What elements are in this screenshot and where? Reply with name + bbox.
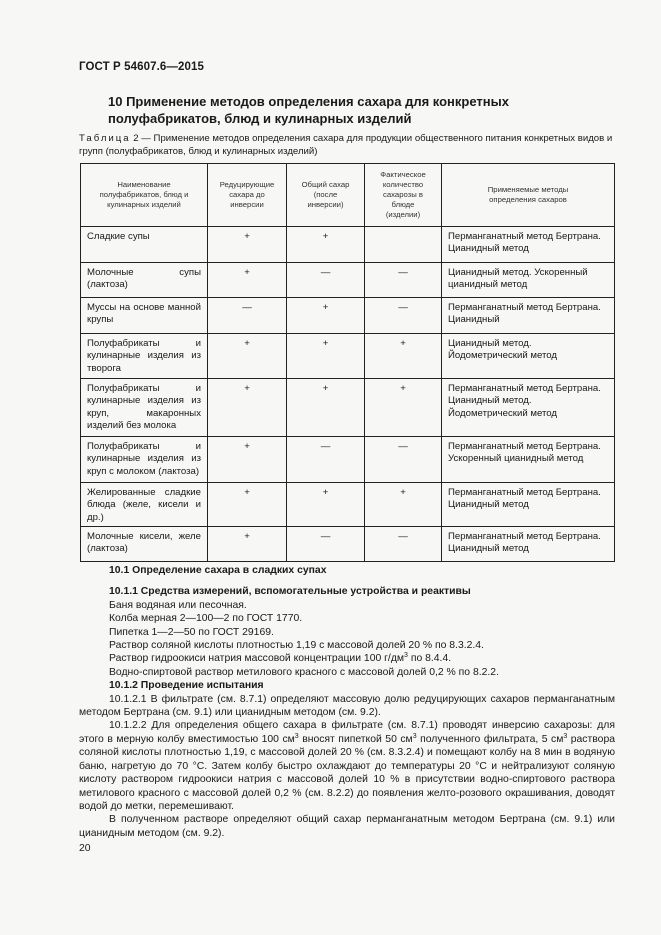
- cell-reducing: +: [208, 437, 287, 483]
- cell-total: +: [287, 334, 365, 379]
- equipment-item: [79, 652, 615, 665]
- cell-methods: Перманганатный метод Бертрана. Цианидный метод. Йодометрический метод: [442, 379, 615, 437]
- paragraph-result: В полученном растворе определяют общий сахар перманганатным методом Бертрана (см. 9.1) или цианидным методом (см. 9.2).: [79, 814, 615, 839]
- col-header-name: Наименование полуфабрикатов, блюд и кулинарных изделий: [81, 164, 208, 227]
- cell-methods: Перманганатный метод Бертрана. Ускоренный цианидный метод: [442, 437, 615, 483]
- table-row: [81, 437, 615, 483]
- section-title: 10 Применение методов определения сахара для конкретных полуфабрикатов, блюд и кулинарных изделий: [108, 94, 509, 126]
- equipment-item: Колба мерная 2—100—2 по ГОСТ 1770.: [109, 613, 303, 625]
- equipment-item: Баня водяная или песочная.: [109, 599, 247, 611]
- table-row: [81, 298, 615, 334]
- table-caption-text: 2 — Применение методов определения сахара для продукции общественного питания конкретных видов и групп (полуфабрикатов, блюд и кулинарных изделий): [79, 133, 613, 157]
- paragraph-text: полученного фильтрата, 5 см: [416, 733, 564, 745]
- table-row: [81, 526, 615, 561]
- table-row: [81, 227, 615, 263]
- cell-name: Полуфабрикаты и кулинарные изделия из круп, макаронных изделий без молока: [81, 379, 208, 437]
- cell-total: —: [287, 526, 365, 561]
- cell-total: +: [287, 379, 365, 437]
- table-row: [81, 263, 615, 298]
- paragraph-10-1-2-1: 10.1.2.1 В фильтрате (см. 8.7.1) определяют массовую долю редуцирующих сахаров перманганатным методом Бертрана (см. 9.1) или цианидным методом (см. 9.2).: [79, 693, 615, 719]
- cell-name: Молочные супы (лактоза): [81, 263, 208, 298]
- cell-total: +: [287, 227, 365, 263]
- table-row: [81, 334, 615, 379]
- paragraph-text: вносят пипеткой 50 см: [298, 733, 413, 745]
- body-text: [79, 564, 615, 840]
- naoh-text-end: по 8.4.4.: [407, 653, 452, 665]
- cube-superscript: 3: [404, 652, 408, 660]
- cell-total: +: [287, 298, 365, 334]
- table-caption: [79, 132, 615, 158]
- cell-total: —: [287, 437, 365, 483]
- cell-sucrose: +: [365, 379, 442, 437]
- col-header-reducing: Редуцирующие сахара до инверсии: [208, 164, 287, 227]
- cell-methods: Перманганатный метод Бертрана. Цианидный метод: [442, 526, 615, 561]
- equipment-item: Пипетка 1—2—50 по ГОСТ 29169.: [109, 626, 274, 638]
- cell-reducing: +: [208, 263, 287, 298]
- cell-name: Полуфабрикаты и кулинарные изделия из круп с молоком (лактоза): [81, 437, 208, 483]
- equipment-item: Раствор соляной кислоты плотностью 1,19 с массовой долей 20 % по 8.3.2.4.: [109, 640, 484, 652]
- cell-sucrose: —: [365, 437, 442, 483]
- subsection-heading-10-1-2: 10.1.2 Проведение испытания: [109, 680, 264, 692]
- subsection-heading-10-1-1: 10.1.1 Средства измерений, вспомогательные устройства и реактивы: [109, 586, 471, 598]
- cell-name: Желированные сладкие блюда (желе, кисели и др.): [81, 483, 208, 527]
- cube-superscript: 3: [563, 732, 568, 740]
- cell-reducing: +: [208, 483, 287, 527]
- cell-total: +: [287, 483, 365, 527]
- col-header-total: Общий сахар (после инверсии): [287, 164, 365, 227]
- paragraph-text: 10.1.2.2 Для определения общего сахара в фильтрате (см. 8.7.1) проводят инверсию сахарозы: для этого в мерную колбу вместимостью 100 см: [79, 720, 615, 745]
- methods-table: [80, 163, 615, 562]
- cell-sucrose: [365, 227, 442, 263]
- cell-sucrose: +: [365, 483, 442, 527]
- cell-methods: Цианидный метод. Ускоренный цианидный метод: [442, 263, 615, 298]
- cell-methods: Перманганатный метод Бертрана. Цианидный: [442, 298, 615, 334]
- page-number: 20: [79, 843, 91, 854]
- cell-sucrose: —: [365, 298, 442, 334]
- cell-reducing: —: [208, 298, 287, 334]
- cell-name: Молочные кисели, желе (лактоза): [81, 526, 208, 561]
- paragraph-text: раствора соляной кислоты плотностью 1,19, с массовой долей 20 % (см. 8.3.2.4) и помещают колбу на 8 мин в водяную баню, нагретую до 70 °С. Затем колбу быстро охлаждают до температуры 20 °С и нейтрализуют соляную кислоту раствором гидроокиси натрия с массовой долей 10 % в присутствии водно-спиртового раствора метилового красного с массовой долей 0,2 % (см. 8.2.2) до появления желто-розового окрашивания, доводят водой до метки, перемешивают.: [79, 733, 615, 812]
- equipment-item: Водно-спиртовой раствор метилового красного с массовой долей 0,2 % по 8.2.2.: [109, 666, 499, 678]
- cell-name: Полуфабрикаты и кулинарные изделия из творога: [81, 334, 208, 379]
- cell-name: Сладкие супы: [81, 227, 208, 263]
- table-row: [81, 379, 615, 437]
- cell-sucrose: —: [365, 526, 442, 561]
- cell-sucrose: —: [365, 263, 442, 298]
- cell-sucrose: +: [365, 334, 442, 379]
- cube-superscript: 3: [294, 732, 299, 740]
- subsection-heading-10-1: 10.1 Определение сахара в сладких супах: [109, 565, 327, 576]
- col-header-sucrose: Фактическое количество сахарозы в блюде (изделии): [365, 164, 442, 227]
- cell-reducing: +: [208, 379, 287, 437]
- paragraph-10-1-2-2: [79, 719, 615, 813]
- cell-name: Муссы на основе манной крупы: [81, 298, 208, 334]
- cell-methods: Цианидный метод. Йодометрический метод: [442, 334, 615, 379]
- cell-reducing: +: [208, 334, 287, 379]
- cube-superscript: 3: [412, 732, 417, 740]
- col-header-methods: Применяемые методы определения сахаров: [442, 164, 615, 227]
- document-header: ГОСТ Р 54607.6—2015: [79, 61, 204, 73]
- cell-reducing: +: [208, 526, 287, 561]
- table-header-row: [81, 164, 615, 227]
- cell-total: —: [287, 263, 365, 298]
- table-caption-lead: Таблица: [79, 133, 131, 144]
- cell-reducing: +: [208, 227, 287, 263]
- cell-methods: Перманганатный метод Бертрана. Цианидный метод: [442, 483, 615, 527]
- naoh-text: Раствор гидроокиси натрия массовой концентрации 100 г/дм: [109, 653, 405, 665]
- cell-methods: Перманганатный метод Бертрана. Цианидный метод: [442, 227, 615, 263]
- table-row: [81, 483, 615, 527]
